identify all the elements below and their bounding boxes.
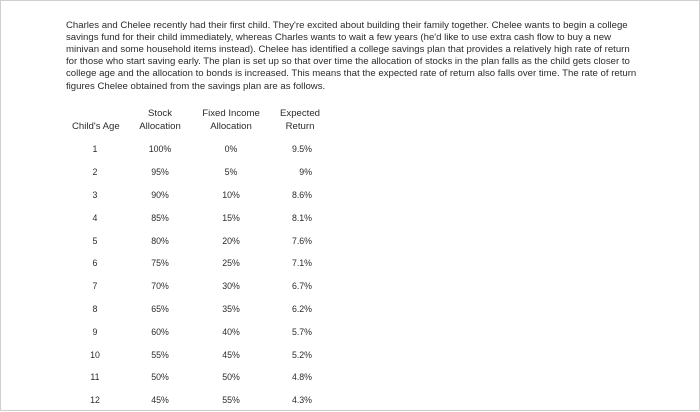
- cell-fixed-income-allocation: 20%: [222, 235, 240, 246]
- table-row: [66, 229, 324, 252]
- cell-expected-return: 5.2%: [291, 349, 313, 360]
- problem-intro-text: Charles and Chelee recently had their first child. They're excited about building their family together. Chelee wants to begin a college savings fund for their child immediately, whereas Charles wants to wait a few years (he'd like to use extra cash flow to buy a new minivan and some household items instead). Chelee has identified a college savings plan that provides a relatively high rate of return for those who start saving early. The plan is set up so that over time the allocation of stocks in the plan falls as the child gets closer to college age and the allocation to bonds is increased. This means that the expected rate of return also falls over time. The rate of return figures Chelee obtained from the savings plan are as follows.: [66, 19, 637, 92]
- cell-stock-allocation: 90%: [151, 189, 169, 200]
- table-row: [66, 252, 324, 275]
- cell-expected-return: 6.7%: [291, 281, 313, 292]
- cell-fixed-income-allocation: 15%: [222, 212, 240, 223]
- cell-childs-age: 8: [92, 303, 98, 314]
- cell-fixed-income-allocation: 0%: [224, 144, 238, 155]
- table-row: [66, 320, 324, 343]
- header-fixed-line1: Fixed Income: [202, 108, 260, 119]
- table-header-row: [66, 108, 324, 138]
- cell-expected-return: 4.8%: [291, 372, 313, 383]
- header-return-line1: Expected: [280, 108, 321, 119]
- cell-fixed-income-allocation: 35%: [222, 303, 240, 314]
- cell-expected-return: 7.6%: [291, 235, 313, 246]
- table-row: [66, 275, 324, 298]
- table-row: [66, 389, 324, 412]
- cell-fixed-income-allocation: 25%: [222, 258, 240, 269]
- cell-stock-allocation: 60%: [151, 326, 169, 337]
- table-row: [66, 206, 324, 229]
- header-stock-line2: Allocation: [139, 120, 181, 132]
- cell-stock-allocation: 50%: [151, 372, 169, 383]
- header-stock-allocation: [134, 108, 186, 138]
- cell-childs-age: 6: [92, 258, 98, 269]
- table-row: [66, 298, 324, 321]
- header-fixed-income-allocation: [186, 108, 276, 138]
- header-return-line2: Return: [285, 120, 315, 132]
- cell-stock-allocation: 95%: [151, 167, 169, 178]
- cell-stock-allocation: 85%: [151, 212, 169, 223]
- header-expected-return: [276, 108, 324, 138]
- cell-stock-allocation: 80%: [151, 235, 169, 246]
- cell-expected-return: 8.1%: [291, 212, 313, 223]
- cell-childs-age: 3: [92, 189, 98, 200]
- cell-fixed-income-allocation: 45%: [222, 349, 240, 360]
- cell-fixed-income-allocation: 55%: [222, 395, 240, 406]
- cell-childs-age: 7: [92, 281, 98, 292]
- header-stock-line1: Stock: [148, 108, 172, 119]
- table-row: [66, 343, 324, 366]
- cell-childs-age: 1: [92, 144, 98, 155]
- cell-childs-age: 11: [90, 372, 100, 383]
- table-row: [66, 161, 324, 184]
- cell-fixed-income-allocation: 10%: [222, 189, 240, 200]
- cell-stock-allocation: 65%: [151, 303, 169, 314]
- table-row: [66, 366, 324, 389]
- cell-fixed-income-allocation: 5%: [224, 167, 238, 178]
- cell-stock-allocation: 55%: [151, 349, 169, 360]
- cell-stock-allocation: 75%: [151, 258, 169, 269]
- cell-expected-return: 6.2%: [291, 303, 313, 314]
- cell-childs-age: 9: [92, 326, 98, 337]
- cell-childs-age: 5: [92, 235, 98, 246]
- cell-stock-allocation: 45%: [151, 395, 169, 406]
- cell-expected-return: 9.5%: [291, 144, 313, 155]
- cell-expected-return: 4.3%: [291, 395, 313, 406]
- cell-fixed-income-allocation: 40%: [222, 326, 240, 337]
- table-row: [66, 138, 324, 161]
- cell-expected-return: 5.7%: [291, 326, 313, 337]
- cell-fixed-income-allocation: 50%: [222, 372, 240, 383]
- cell-childs-age: 2: [92, 167, 98, 178]
- cell-expected-return: 9%: [299, 167, 313, 178]
- savings-plan-table: [66, 108, 324, 412]
- cell-childs-age: 10: [90, 349, 100, 360]
- cell-fixed-income-allocation: 30%: [222, 281, 240, 292]
- header-childs-age: [66, 108, 134, 138]
- cell-stock-allocation: 70%: [151, 281, 169, 292]
- cell-childs-age: 4: [92, 212, 98, 223]
- cell-stock-allocation: 100%: [148, 144, 172, 155]
- header-childs-age-label: Child's Age: [72, 120, 120, 132]
- cell-expected-return: 7.1%: [291, 258, 313, 269]
- cell-expected-return: 8.6%: [291, 189, 313, 200]
- header-fixed-line2: Allocation: [210, 120, 252, 132]
- table-row: [66, 184, 324, 207]
- cell-childs-age: 12: [90, 395, 100, 406]
